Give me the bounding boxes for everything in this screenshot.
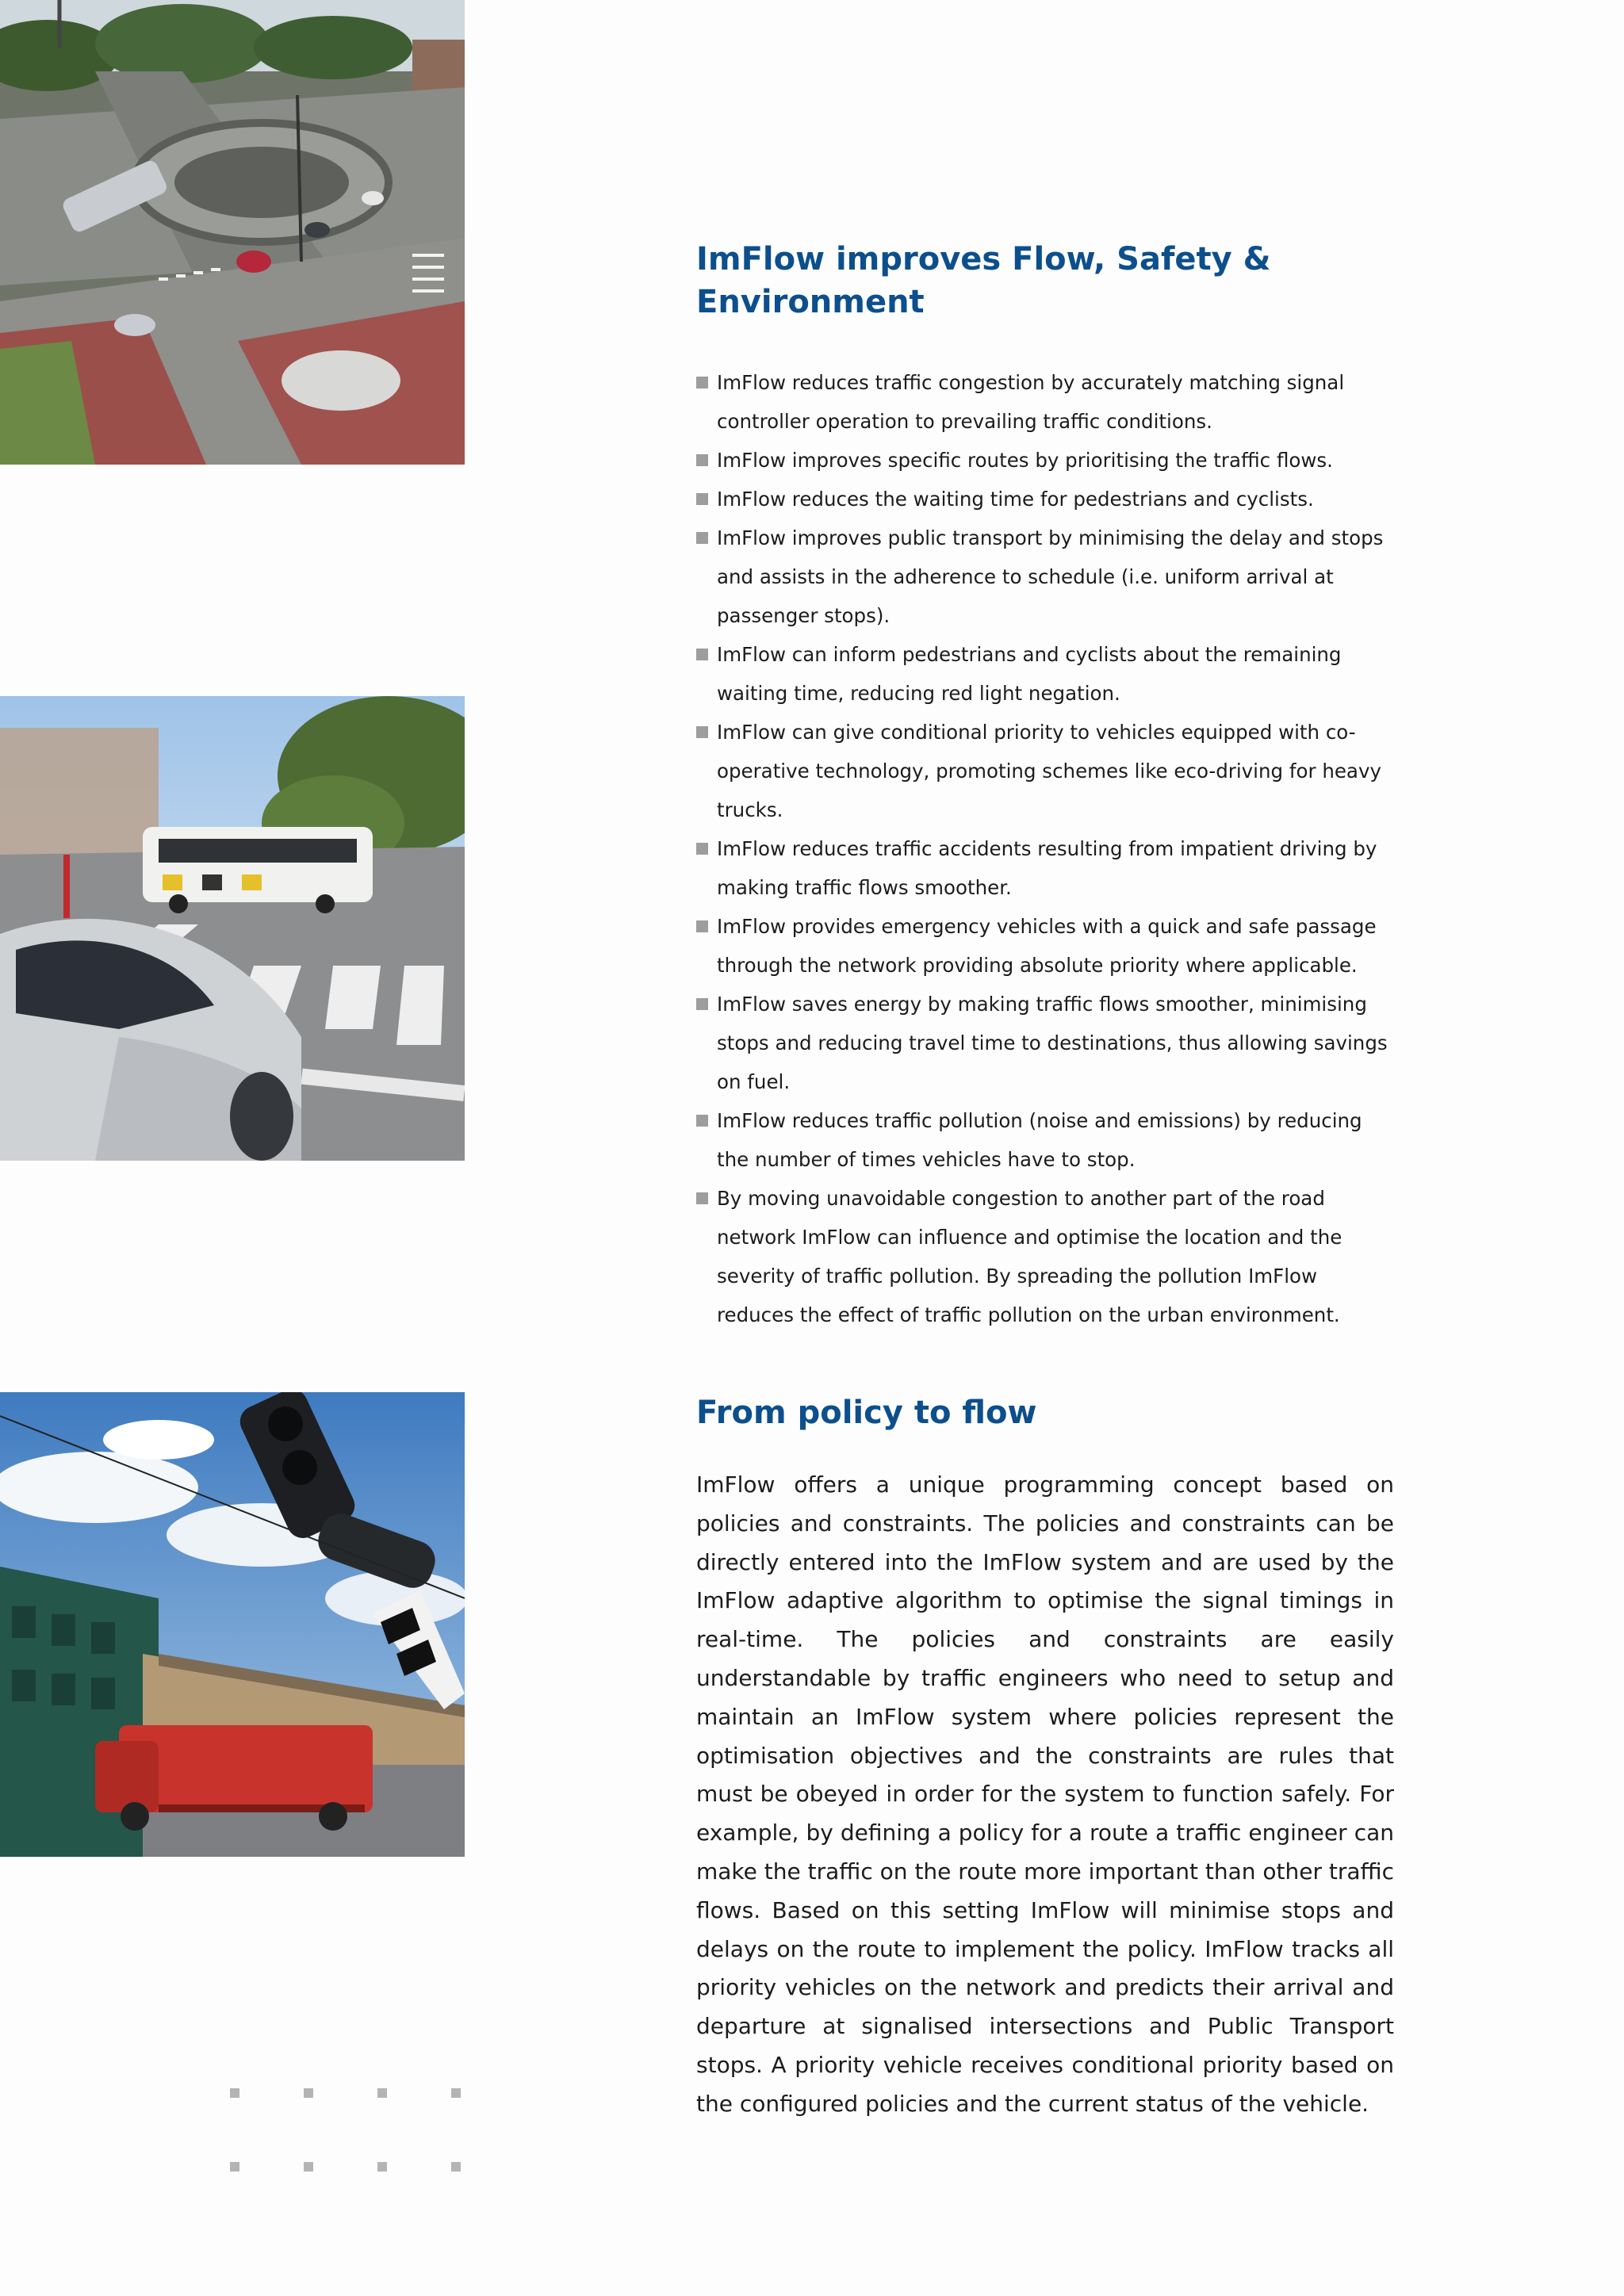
bullet-square-icon (696, 843, 708, 855)
list-item (696, 480, 1394, 519)
section-heading-policy: From policy to flow (696, 1395, 1037, 1431)
decor-dot (304, 2088, 313, 2098)
list-item (696, 713, 1394, 829)
list-item-text: ImFlow reduces the waiting time for pedestrians and cyclists. (717, 488, 1314, 511)
bullet-square-icon (696, 998, 708, 1010)
list-item (696, 1101, 1394, 1179)
list-item (696, 907, 1394, 985)
bullet-square-icon (696, 726, 708, 738)
photo-intersection-aerial (0, 0, 465, 465)
decor-dot (304, 2162, 313, 2172)
bullet-square-icon (696, 493, 708, 505)
list-item-text: ImFlow can inform pedestrians and cyclists about the remaining waiting time, reducing red light negation. (717, 643, 1342, 705)
decor-dot (451, 2088, 461, 2098)
list-item (696, 363, 1394, 441)
decorative-dot-grid (230, 2088, 468, 2175)
benefits-list (696, 363, 1394, 1334)
list-item-text: ImFlow reduces traffic accidents resulting from impatient driving by making traffic flows smoother. (717, 837, 1377, 899)
bullet-square-icon (696, 649, 708, 660)
photo-bus-crossing (0, 696, 465, 1161)
list-item (696, 1179, 1394, 1334)
list-item (696, 635, 1394, 713)
list-item-text: ImFlow reduces traffic congestion by accurately matching signal controller operation to prevailing traffic conditions. (717, 371, 1345, 433)
list-item (696, 519, 1394, 635)
list-item (696, 985, 1394, 1101)
list-item-text: ImFlow saves energy by making traffic flows smoother, minimising stops and reducing travel time to destinations, thus allowing savings on fuel. (717, 993, 1388, 1093)
photo-traffic-light-truck (0, 1392, 465, 1857)
section-heading-benefits: ImFlow improves Flow, Safety & Environment (696, 241, 1271, 320)
list-item (696, 441, 1394, 480)
bullet-square-icon (696, 532, 708, 544)
bullet-square-icon (696, 377, 708, 388)
list-item-text: ImFlow can give conditional priority to vehicles equipped with co-operative technology, promoting schemes like eco-driving for heavy trucks. (717, 721, 1381, 821)
decor-dot (230, 2162, 239, 2172)
list-item-text: ImFlow provides emergency vehicles with a quick and safe passage through the network providing absolute priority where applicable. (717, 915, 1377, 977)
bullet-square-icon (696, 1115, 708, 1127)
decor-dot (230, 2088, 239, 2098)
bullet-square-icon (696, 454, 708, 466)
bullet-square-icon (696, 920, 708, 932)
list-item-text: ImFlow improves public transport by minimising the delay and stops and assists in the adherence to schedule (i.e. uniform arrival at passenger stops). (717, 526, 1384, 627)
policy-paragraph: ImFlow offers a unique programming concept based on policies and constraints. The policies and constraints can be directly entered into the ImFlow system and are used by the ImFlow adaptive algorithm to optimise the signal timings in real-time. The policies and constraints are easily understandable by traffic engineers who need to setup and maintain an ImFlow system where policies represent the optimisation objectives and the constraints are rules that must be obeyed in order for the system to function safely. For example, by defining a policy for a route a traffic engineer can make the traffic on the route more important than other traffic flows. Based on this setting ImFlow will minimise stops and delays on the route to implement the policy. ImFlow tracks all priority vehicles on the network and predicts their arrival and departure at signalised intersections and Public Transport stops. A priority vehicle receives conditional priority based on the configured policies and the current status of the vehicle. (696, 1471, 1394, 2117)
list-item (696, 829, 1394, 907)
bullet-square-icon (696, 1192, 708, 1204)
decor-dot (377, 2088, 387, 2098)
content-column (696, 238, 1394, 2124)
decor-dot (451, 2162, 461, 2172)
list-item-text: ImFlow reduces traffic pollution (noise and emissions) by reducing the number of times vehicles have to stop. (717, 1109, 1362, 1171)
decor-dot (377, 2162, 387, 2172)
list-item-text: ImFlow improves specific routes by prioritising the traffic flows. (717, 449, 1333, 472)
list-item-text: By moving unavoidable congestion to another part of the road network ImFlow can influence and optimise the location and the severity of traffic pollution. By spreading the pollution ImFlow reduces the effect of traffic pollution on the urban environment. (717, 1187, 1342, 1326)
